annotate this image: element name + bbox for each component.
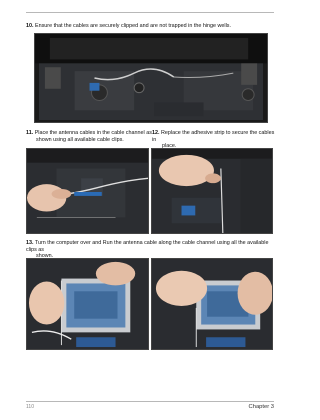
header-rule <box>26 12 274 13</box>
chapter-label: Chapter 3 <box>248 404 274 410</box>
antenna-cable-channel-photo <box>26 148 149 234</box>
laptop-hinge-photo <box>34 33 268 123</box>
step-12-number: 12. <box>152 130 160 136</box>
step-13-number: 13. <box>26 240 34 246</box>
step-11-instruction-line1: Place the antenna cables in the cable channel as <box>34 130 152 136</box>
cable-routing-right-photo <box>151 258 273 350</box>
footer-rule <box>26 401 274 402</box>
step-10-number: 10. <box>26 23 34 29</box>
step-13-text <box>26 240 278 260</box>
step-10-text <box>26 23 276 30</box>
step-11-number: 11. <box>26 130 34 136</box>
step-13-instruction-line1: Turn the computer over and Run the antenna cable along the cable channel using all the available clips as <box>26 240 269 253</box>
step-13-instruction-line2: shown. <box>36 253 54 260</box>
step-12-instruction-line1: Replace the adhesive strip to secure the cables in <box>152 130 275 143</box>
cable-routing-left-photo <box>26 258 149 350</box>
step-12-text <box>152 130 276 150</box>
step-12-instruction-line2: place. <box>162 143 177 150</box>
step-10-instruction: Ensure that the cables are securely clipped and are not trapped in the hinge wells. <box>35 23 231 29</box>
adhesive-strip-photo <box>151 148 273 234</box>
step-11-instruction-line2: shown using all available cable clips. <box>36 136 124 143</box>
step-11-text <box>26 130 152 143</box>
page-number: 110 <box>26 404 34 410</box>
